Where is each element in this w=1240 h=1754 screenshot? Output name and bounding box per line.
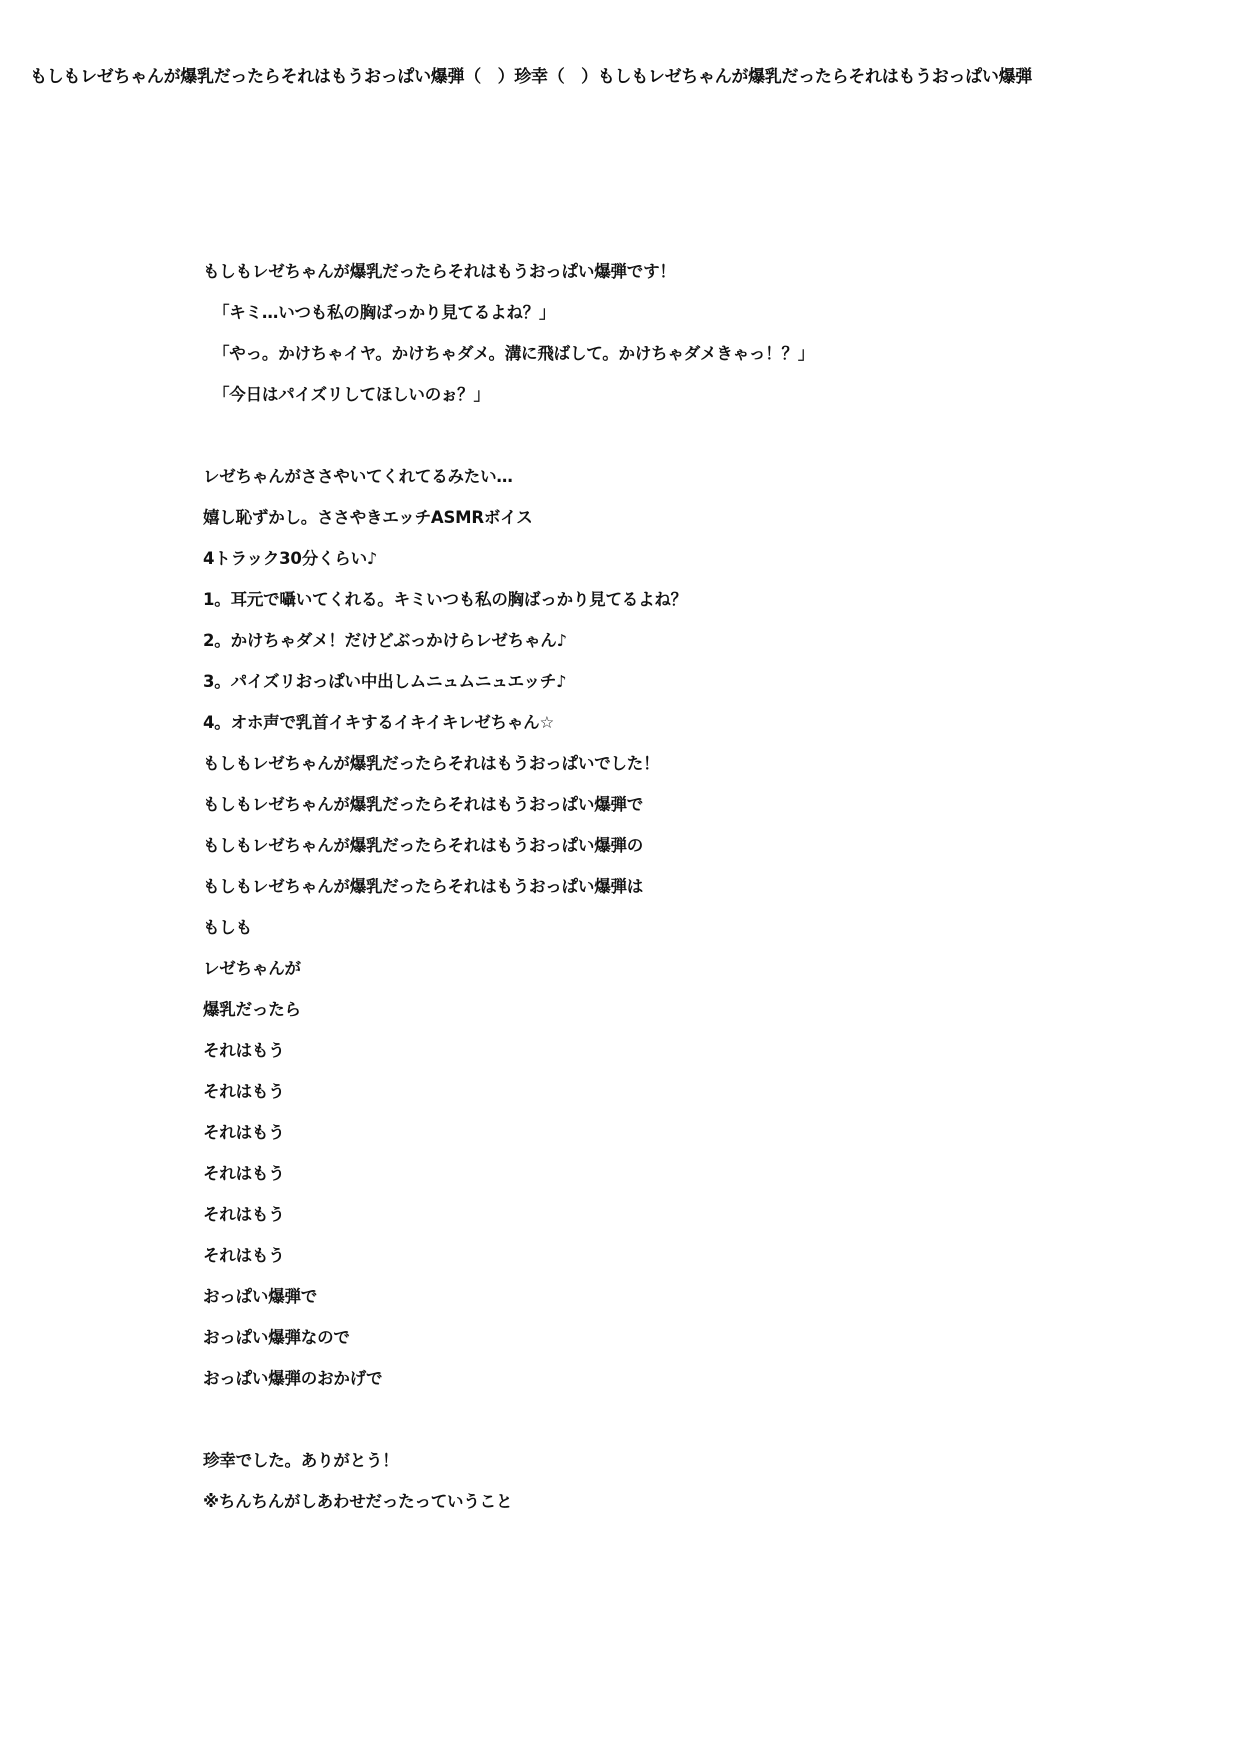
document-blank-line: [203, 416, 1203, 457]
document-line: もしもレゼちゃんが爆乳だったらそれはもうおっぱい爆弾で: [203, 795, 644, 815]
document-line: それはもう: [203, 1246, 285, 1266]
document-line: ※ちんちんがしあわせだったっていうこと: [203, 1492, 513, 1512]
document-line: おっぱい爆弾なので: [203, 1328, 350, 1348]
document-line: それはもう: [203, 1164, 285, 1184]
document-line: 2。かけちゃダメ！だけどぶっかけらレゼちゃん♪: [203, 631, 567, 651]
document-line: もしもレゼちゃんが爆乳だったらそれはもうおっぱい爆弾です！: [203, 262, 676, 282]
document-line: 4。オホ声で乳首イキするイキイキレゼちゃん☆: [203, 713, 555, 733]
document-line: もしもレゼちゃんが爆乳だったらそれはもうおっぱい爆弾の: [203, 836, 644, 856]
document-line: おっぱい爆弾のおかげで: [203, 1369, 383, 1389]
document-line: それはもう: [203, 1041, 285, 1061]
document-line: 「今日はパイズリしてほしいのぉ？」: [213, 385, 490, 405]
document-line: レゼちゃんがささやいてくれてるみたい…: [203, 467, 513, 487]
page-header-title: もしもレゼちゃんが爆乳だったらそれはもうおっぱい爆弾（ ）珍幸（ ）もしもレゼちゃんが爆乳だったらそれはもうおっぱい爆弾: [30, 67, 1032, 87]
document-line: 4トラック30分くらい♪: [203, 549, 378, 569]
document-body: [203, 252, 1203, 1523]
document-line: 1。耳元で囁いてくれる。キミいつも私の胸ばっかり見てるよね？: [203, 590, 687, 610]
document-blank-line: [203, 1400, 1203, 1441]
document-line: 3。パイズリおっぱい中出しムニュムニュエッチ♪: [203, 672, 567, 692]
document-line: それはもう: [203, 1082, 285, 1102]
document-line: もしもレゼちゃんが爆乳だったらそれはもうおっぱい爆弾は: [203, 877, 644, 897]
document-line: もしもレゼちゃんが爆乳だったらそれはもうおっぱいでした！: [203, 754, 660, 774]
document-line: 珍幸でした。ありがとう！: [203, 1451, 399, 1471]
document-line: 「やっ。かけちゃイヤ。かけちゃダメ。溝に飛ばして。かけちゃダメきゃっ！？」: [213, 344, 815, 364]
document-line: それはもう: [203, 1205, 285, 1225]
document-line: もしも: [203, 918, 252, 938]
document-line: 嬉し恥ずかし。ささやきエッチASMRボイス: [203, 508, 533, 528]
document-line: レゼちゃんが: [203, 959, 301, 979]
document-line: 「キミ…いつも私の胸ばっかり見てるよね？」: [213, 303, 556, 323]
document-line: おっぱい爆弾で: [203, 1287, 318, 1307]
document-line: それはもう: [203, 1123, 285, 1143]
document-line: 爆乳だったら: [203, 1000, 301, 1020]
